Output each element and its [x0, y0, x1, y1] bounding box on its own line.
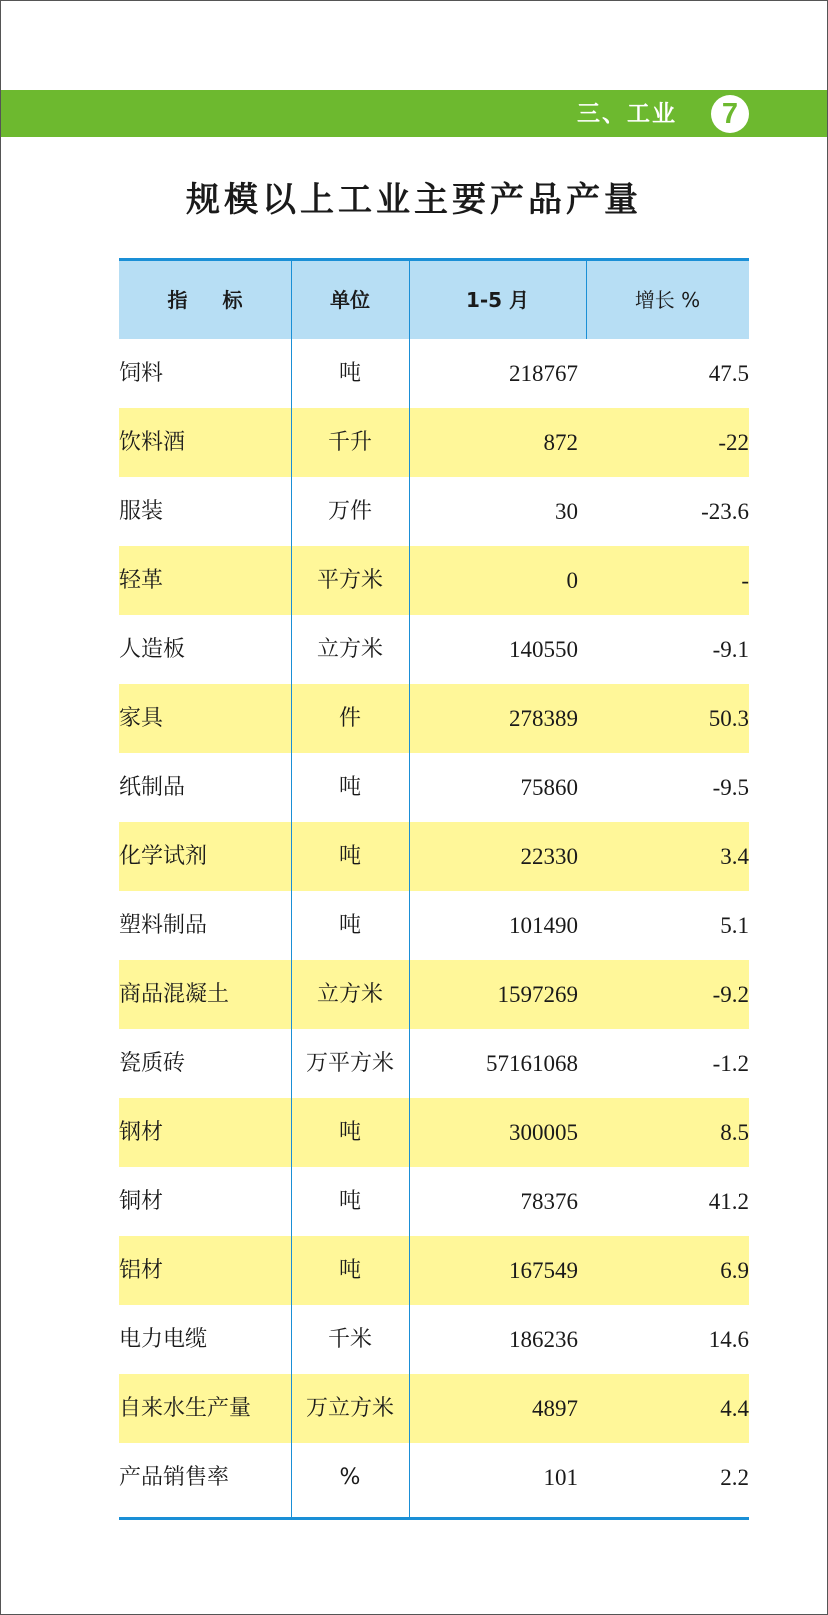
row-growth: 50.3 [708, 706, 749, 731]
row-name: 铜材 [119, 1189, 164, 1214]
row-name: 铝材 [119, 1258, 164, 1283]
row-unit: 吨 [338, 913, 361, 938]
row-name: 瓷质砖 [119, 1051, 186, 1076]
row-value [409, 408, 586, 477]
row-growth: 2.2 [720, 1465, 749, 1490]
row-value-text: 101490 [509, 913, 578, 938]
row-value-text: 30 [555, 499, 578, 524]
table-body [119, 339, 749, 1512]
row-growth: -9.5 [712, 775, 749, 800]
table-row [119, 477, 749, 546]
row-value [409, 339, 586, 408]
table-row [119, 339, 749, 408]
row-value-text: 218767 [509, 361, 578, 386]
row-unit: 吨 [338, 775, 361, 800]
row-value-text: 0 [566, 568, 578, 593]
row-value-text: 872 [543, 430, 578, 455]
header-period: 1-5 月 [465, 288, 530, 312]
row-name: 塑料制品 [119, 913, 208, 938]
row-value-text: 1597269 [497, 982, 578, 1007]
column-divider [409, 261, 410, 1517]
table-row [119, 684, 749, 753]
table-bottom-rule [119, 1517, 749, 1520]
row-unit: 吨 [338, 1258, 361, 1283]
row-value [409, 1167, 586, 1236]
table-row [119, 960, 749, 1029]
row-name: 人造板 [119, 637, 186, 662]
row-name: 家具 [119, 706, 164, 731]
row-value [409, 822, 586, 891]
row-growth: 14.6 [708, 1327, 749, 1352]
column-divider [291, 261, 292, 1517]
row-value [409, 615, 586, 684]
row-unit: 万平方米 [305, 1051, 394, 1076]
table-row [119, 408, 749, 477]
row-unit: 吨 [338, 1120, 361, 1145]
row-name: 产品销售率 [119, 1465, 230, 1490]
table-row [119, 822, 749, 891]
row-growth: 41.2 [708, 1189, 749, 1214]
row-name: 服装 [119, 499, 164, 524]
table-row [119, 1443, 749, 1512]
row-unit: 千升 [327, 430, 372, 455]
row-value [409, 477, 586, 546]
column-divider [586, 261, 587, 339]
row-value [409, 753, 586, 822]
table-row [119, 1305, 749, 1374]
table-row [119, 1374, 749, 1443]
header-growth: 增长 % [634, 288, 701, 312]
row-name: 钢材 [119, 1120, 164, 1145]
header-indicator: 指 标 [167, 288, 257, 312]
table-row [119, 1236, 749, 1305]
row-name: 自来水生产量 [119, 1396, 252, 1421]
row-value [409, 1098, 586, 1167]
table-row [119, 891, 749, 960]
row-growth: 5.1 [720, 913, 749, 938]
row-value-text: 22330 [520, 844, 578, 869]
row-value-text: 78376 [520, 1189, 578, 1214]
row-value [409, 1374, 586, 1443]
row-unit: 平方米 [316, 568, 383, 593]
row-value [409, 684, 586, 753]
row-growth: 47.5 [708, 361, 749, 386]
row-unit: % [339, 1465, 361, 1490]
table-row [119, 615, 749, 684]
row-value-text: 75860 [520, 775, 578, 800]
row-value-text: 140550 [509, 637, 578, 662]
header-unit: 单位 [330, 288, 370, 312]
row-unit: 立方米 [316, 982, 383, 1007]
row-unit: 吨 [338, 1189, 361, 1214]
row-value-text: 300005 [509, 1120, 578, 1145]
row-name: 饮料酒 [119, 430, 186, 455]
row-unit: 件 [338, 706, 361, 731]
row-growth: 8.5 [720, 1120, 749, 1145]
row-name: 商品混凝土 [119, 982, 230, 1007]
row-value-text: 186236 [509, 1327, 578, 1352]
row-value-text: 101 [543, 1465, 578, 1490]
row-value [409, 1305, 586, 1374]
section-header-bar [1, 90, 827, 137]
section-label: 三、工业 [577, 101, 677, 127]
row-growth: -22 [718, 430, 749, 455]
row-growth: 3.4 [720, 844, 749, 869]
row-value-text: 4897 [532, 1396, 578, 1421]
table-row [119, 1029, 749, 1098]
row-growth: 6.9 [720, 1258, 749, 1283]
row-name: 饲料 [119, 361, 164, 386]
row-growth: -9.2 [712, 982, 749, 1007]
row-name: 化学试剂 [119, 844, 208, 869]
page-number-badge: 7 [711, 95, 749, 133]
row-name: 轻革 [119, 568, 164, 593]
row-value-text: 57161068 [486, 1051, 578, 1076]
page-title: 规模以上工业主要产品产量 [186, 180, 642, 220]
row-name: 电力电缆 [119, 1327, 208, 1352]
row-value [409, 1443, 586, 1512]
row-unit: 万件 [327, 499, 372, 524]
row-growth: 4.4 [720, 1396, 749, 1421]
table-row [119, 753, 749, 822]
table-row [119, 1098, 749, 1167]
row-value-text: 278389 [509, 706, 578, 731]
row-growth: - [741, 568, 749, 593]
row-value-text: 167549 [509, 1258, 578, 1283]
row-value [409, 1029, 586, 1098]
row-value [409, 546, 586, 615]
row-unit: 立方米 [316, 637, 383, 662]
row-name: 纸制品 [119, 775, 186, 800]
row-unit: 吨 [338, 361, 361, 386]
row-growth: -1.2 [712, 1051, 749, 1076]
row-growth: -9.1 [712, 637, 749, 662]
row-unit: 千米 [327, 1327, 372, 1352]
row-value [409, 1236, 586, 1305]
row-growth: -23.6 [701, 499, 749, 524]
row-unit: 吨 [338, 844, 361, 869]
table-header-row [119, 261, 749, 339]
row-unit: 万立方米 [305, 1396, 394, 1421]
table-row [119, 1167, 749, 1236]
table-row [119, 546, 749, 615]
row-value [409, 960, 586, 1029]
row-value [409, 891, 586, 960]
